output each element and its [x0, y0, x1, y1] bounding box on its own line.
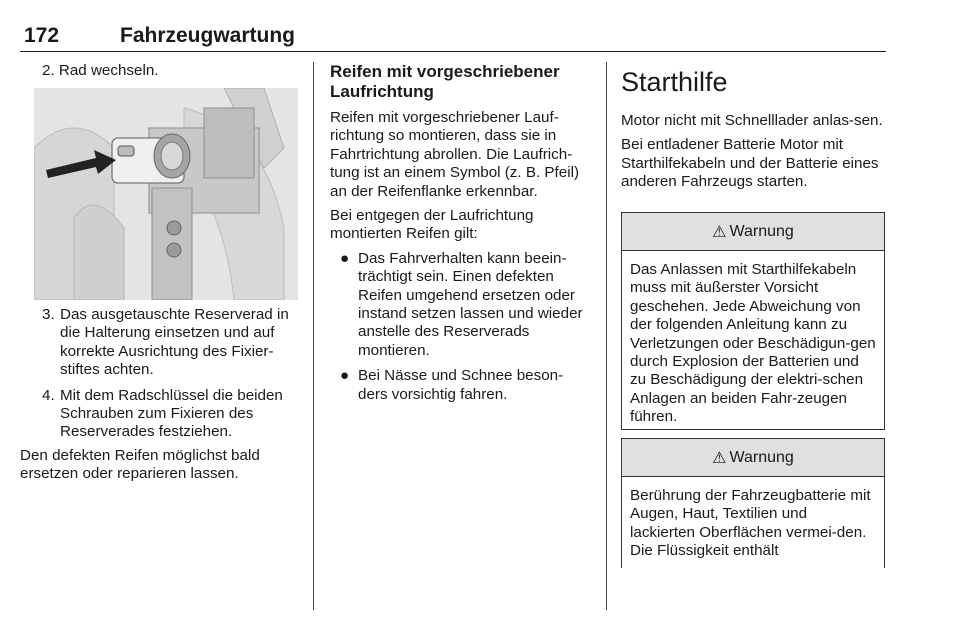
- bullet-icon: ●: [340, 367, 350, 385]
- closing-paragraph: Den defekten Reifen möglichst bald ersetzen oder reparieren lassen.: [20, 447, 260, 483]
- page-title: Fahrzeugwartung: [120, 24, 296, 47]
- column-left: [20, 62, 302, 80]
- warning-text: Berührung der Fahrzeugbatterie mit Augen, Haut, Textilien und lackierten Oberflächen vermei-den. Die Flüssigkeit enthält: [630, 487, 871, 560]
- bullet-list: [330, 250, 586, 404]
- column-middle: [330, 62, 586, 411]
- warning-title: Warnung: [729, 448, 794, 466]
- warning-box: [621, 212, 885, 430]
- column-divider: [606, 62, 607, 610]
- step-2: 2. Rad wechseln.: [42, 62, 159, 79]
- warning-triangle-icon: ⚠: [712, 449, 727, 467]
- page-number: 172: [24, 24, 60, 47]
- spare-wheel-illustration: [34, 88, 298, 300]
- bullet-text: Bei Nässe und Schnee beson-ders vorsichtig fahren.: [358, 367, 564, 403]
- column-divider: [313, 62, 314, 610]
- warning-text: Das Anlassen mit Starthilfekabeln muss mit äußerster Vorsicht geschehen. Jede Abweichung von der folgenden Anleitung kann zu Verletzungen oder Beschädigun-gen durch Explosion der Batterien und zu Beschädigung der elektri-schen Anlagen an beiden Fahr-zeugen führen.: [630, 261, 876, 426]
- column-right: [621, 62, 887, 198]
- list-item: [330, 367, 586, 404]
- step-number: 3.: [42, 306, 55, 323]
- paragraph: Reifen mit vorgeschriebener Lauf-richtung so montieren, dass sie in Fahrtrichtung abrollen. Die Laufrich-tung ist an einem Symbol (z. B. Pfeil) an der Reifenflanke erkennbar.: [330, 109, 580, 200]
- warning-header: [622, 213, 884, 251]
- bullet-text: Das Fahrverhalten kann beein-trächtigt sein. Einen defekten Reifen umgehend ersetzen oder instand setzen lassen und wieder anstelle des Reserverads montieren.: [358, 249, 583, 359]
- list-item: [330, 250, 586, 360]
- section-title: Starthilfe: [621, 67, 728, 97]
- list-item: [20, 387, 302, 442]
- warning-header: [622, 439, 884, 477]
- list-item: [20, 306, 302, 380]
- paragraph: Bei entgegen der Laufrichtung montierten Reifen gilt:: [330, 207, 534, 243]
- step-text: Mit dem Radschlüssel die beiden Schrauben zum Fixieren des Reserverades festziehen.: [60, 386, 283, 441]
- spare-wheel-mount-drawing: [34, 88, 298, 300]
- step-list: [20, 306, 302, 449]
- paragraph: Motor nicht mit Schnelllader anlas-sen.: [621, 112, 883, 129]
- warning-triangle-icon: ⚠: [712, 223, 727, 241]
- section-heading: Reifen mit vorgeschriebener Laufrichtung: [330, 62, 560, 101]
- step-text: Das ausgetauschte Reserverad in die Halterung einsetzen und auf korrekte Ausrichtung des Fixier-stiftes achten.: [60, 306, 289, 379]
- warning-title: Warnung: [729, 222, 794, 240]
- page-header: [20, 24, 886, 52]
- bullet-icon: ●: [340, 249, 350, 267]
- warning-box: [621, 438, 885, 568]
- paragraph: Bei entladener Batterie Motor mit Starthilfekabeln und der Batterie eines anderen Fahrzeugs starten.: [621, 136, 879, 191]
- step-number: 4.: [42, 386, 55, 404]
